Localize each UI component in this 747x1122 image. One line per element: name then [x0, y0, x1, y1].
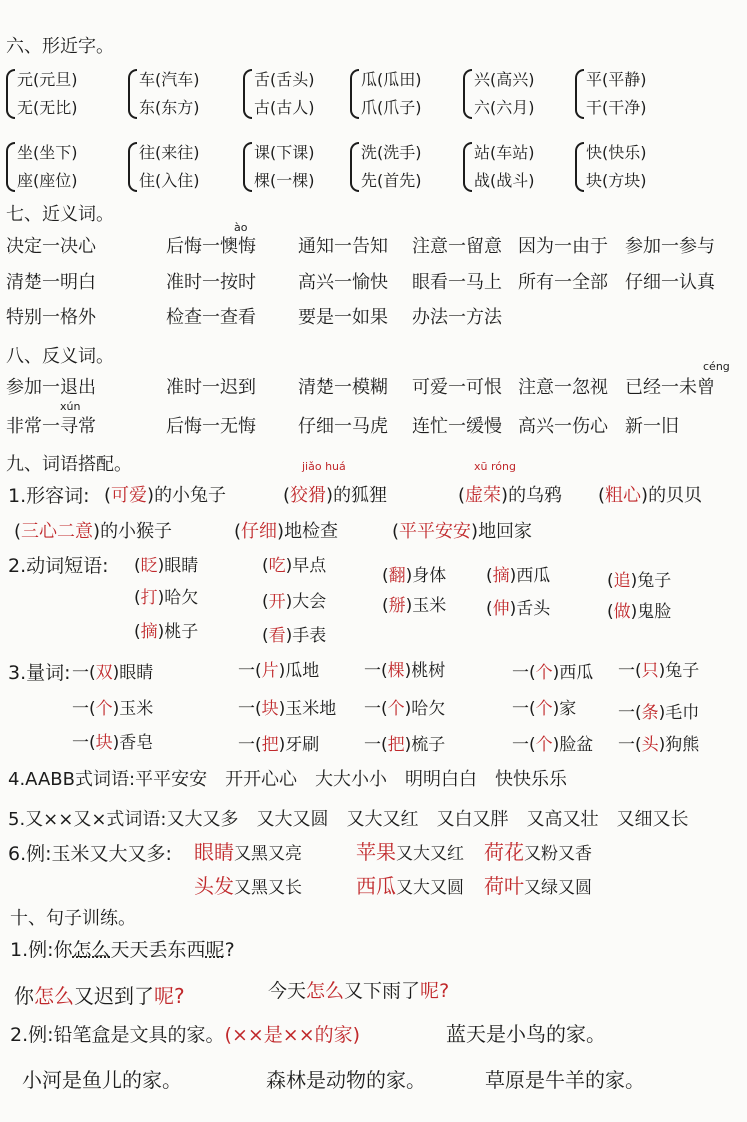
you-words: 5.又××又×式词语:又大又多 又大又圆 又大又红 又白又胖 又高又壮 又细又长 — [8, 809, 689, 830]
measure-item — [512, 658, 593, 683]
sentence-example-1 — [10, 935, 235, 962]
brace-icon — [6, 142, 15, 192]
measure-one: 一 — [364, 735, 381, 755]
fill-in-item — [486, 561, 550, 586]
measure-label: 3.量词: — [8, 662, 71, 684]
verb-label: 2.动词短语: — [8, 555, 109, 577]
word-pair: 已经一未曾 — [625, 377, 715, 398]
adjective-label: 1.形容词: — [8, 485, 90, 507]
measure-noun: 西瓜 — [559, 663, 594, 683]
word-pair: 注意一忽视 — [518, 377, 608, 398]
pair-lines — [586, 68, 647, 120]
word-pair: 高兴一伤心 — [518, 416, 608, 437]
answer-noun: 头发 — [194, 874, 234, 898]
pair-lines — [139, 141, 200, 193]
section-7-title: 七、近义词。 — [6, 204, 114, 225]
fill-in-answer: ( 摘 ) — [486, 566, 516, 586]
word-pair: 高兴一愉快 — [298, 272, 388, 293]
pinyin-jiaohua: jiǎo huá — [302, 460, 346, 473]
pair-top: 课(下课) — [254, 143, 315, 162]
measure-one: 一 — [618, 703, 635, 723]
pair-bottom: 块(方块) — [586, 171, 647, 190]
example-6-answer — [484, 836, 592, 865]
fill-in-item — [262, 587, 326, 612]
measure-answer: ( 把 ) — [255, 735, 285, 755]
word-pair: 后悔一懊悔 — [166, 236, 256, 257]
pair-bottom: 爪(爪子) — [361, 98, 422, 117]
measure-answer: ( 条 ) — [635, 703, 665, 723]
word-pair: 注意一留意 — [412, 236, 502, 257]
fill-in-item — [392, 517, 532, 543]
measure-one: 一 — [364, 699, 381, 719]
word-pair: 眼看一马上 — [412, 272, 502, 293]
brace-icon — [575, 69, 584, 119]
measure-answer: ( 个 ) — [529, 699, 559, 719]
measure-one: 一 — [364, 661, 381, 681]
pair-bottom: 干(干净) — [586, 98, 647, 117]
fill-in-word: 手表 — [292, 626, 327, 646]
fill-in-word: 西瓜 — [516, 566, 551, 586]
brace-icon — [463, 69, 472, 119]
measure-noun: 牙刷 — [285, 735, 320, 755]
fill-in-item — [382, 591, 446, 616]
measure-noun: 兔子 — [665, 661, 700, 681]
fill-in-word: 鬼脸 — [637, 602, 672, 622]
fill-in-item — [104, 481, 226, 507]
fill-in-item — [382, 561, 446, 586]
answer-description: 又黑又长 — [234, 878, 302, 898]
fill-in-item — [262, 551, 326, 576]
measure-noun: 眼睛 — [119, 663, 154, 683]
word-pair: 准时一按时 — [166, 272, 256, 293]
measure-one: 一 — [238, 699, 255, 719]
pair-lines — [254, 141, 315, 193]
fill-in-word: 大会 — [292, 592, 327, 612]
measure-one: 一 — [512, 699, 529, 719]
measure-one: 一 — [72, 663, 89, 683]
measure-noun: 香皂 — [119, 733, 154, 753]
measure-item — [364, 694, 445, 719]
pair-top: 元(元旦) — [17, 70, 78, 89]
word-pair: 因为一由于 — [518, 236, 608, 257]
word-pair: 所有一全部 — [518, 272, 608, 293]
example-1-end: ? — [224, 939, 235, 961]
fill-in-word: 的贝贝 — [648, 485, 703, 506]
example-1-ne: 呢 — [205, 939, 225, 961]
measure-one: 一 — [512, 735, 529, 755]
measure-one: 一 — [72, 733, 89, 753]
measure-item — [364, 730, 445, 755]
word-pair: 仔细一认真 — [625, 272, 715, 293]
measure-one: 一 — [238, 661, 255, 681]
measure-noun: 瓜地 — [285, 661, 320, 681]
similar-char-pair — [128, 138, 200, 196]
answer-1b-prefix: 今天 — [268, 980, 307, 1002]
answer-description: 又大又红 — [396, 844, 464, 864]
measure-item — [512, 730, 593, 755]
measure-item — [238, 730, 319, 755]
measure-item — [512, 694, 576, 719]
answer-1b-middle: 又下雨了 — [344, 980, 421, 1002]
measure-answer: ( 片 ) — [255, 661, 285, 681]
measure-noun: 玉米 — [119, 699, 154, 719]
similar-char-pair — [350, 65, 422, 123]
fill-in-item — [607, 597, 671, 622]
example-2-text: 2.例:铅笔盒是文具的家。 — [10, 1024, 225, 1046]
measure-one: 一 — [512, 663, 529, 683]
example-1-keyword: 怎么 — [72, 939, 111, 961]
section-8-title: 八、反义词。 — [6, 346, 114, 367]
measure-answer: ( 头 ) — [635, 735, 665, 755]
pinyin-ceng: céng — [703, 360, 730, 373]
pair-lines — [17, 141, 78, 193]
fill-in-answer: ( 可爱 ) — [104, 485, 154, 506]
word-pair: 检查一查看 — [166, 307, 256, 328]
pair-lines — [586, 141, 647, 193]
pair-bottom: 住(入住) — [139, 171, 200, 190]
fill-in-word: 早点 — [292, 556, 327, 576]
fill-in-answer: ( 开 ) — [262, 592, 292, 612]
answer-1a-middle: 又迟到了 — [74, 984, 154, 1008]
word-pair: 特别一格外 — [6, 307, 96, 328]
example-6-answer — [194, 836, 302, 865]
measure-one: 一 — [72, 699, 89, 719]
pair-bottom: 古(古人) — [254, 98, 315, 117]
similar-char-pair — [575, 138, 647, 196]
fill-in-answer: ( 仔细 ) — [234, 521, 284, 542]
example-6-prompt: 6.例:玉米又大又多: — [8, 843, 172, 865]
answer-1b-keyword: 怎么 — [306, 980, 345, 1002]
pair-lines — [361, 141, 422, 193]
brace-icon — [463, 142, 472, 192]
word-pair: 决定一决心 — [6, 236, 96, 257]
word-pair: 办法一方法 — [412, 307, 502, 328]
fill-in-word: 的乌鸦 — [508, 485, 563, 506]
answer-noun: 眼睛 — [194, 840, 234, 864]
fill-in-item — [234, 517, 338, 543]
pair-bottom: 先(首先) — [361, 171, 422, 190]
measure-answer: ( 个 ) — [529, 735, 559, 755]
brace-icon — [350, 142, 359, 192]
fill-in-item — [598, 481, 702, 507]
fill-in-answer: ( 三心二意 ) — [14, 521, 100, 542]
measure-answer: ( 块 ) — [89, 733, 119, 753]
brace-icon — [575, 142, 584, 192]
pair-bottom: 无(无比) — [17, 98, 78, 117]
pinyin-ao: ào — [234, 221, 248, 234]
measure-item — [238, 656, 319, 681]
fill-in-item — [262, 621, 326, 646]
sentence-answer-2c: 草原是牛羊的家。 — [485, 1068, 645, 1092]
measure-item — [72, 728, 153, 753]
brace-icon — [243, 142, 252, 192]
measure-answer: ( 双 ) — [89, 663, 119, 683]
measure-answer: ( 只 ) — [635, 661, 665, 681]
measure-answer: ( 个 ) — [89, 699, 119, 719]
measure-noun: 家 — [559, 699, 577, 719]
section-9-title: 九、词语搭配。 — [6, 454, 132, 475]
measure-noun: 桃树 — [411, 661, 446, 681]
measure-noun: 毛巾 — [665, 703, 700, 723]
fill-in-answer: ( 做 ) — [607, 602, 637, 622]
fill-in-word: 桃子 — [164, 622, 199, 642]
fill-in-answer: ( 伸 ) — [486, 599, 516, 619]
pair-lines — [254, 68, 315, 120]
word-pair: 新一旧 — [625, 416, 679, 437]
example-6-answer — [484, 870, 592, 899]
sentence-answer-1a — [14, 980, 185, 1009]
fill-in-word: 舌头 — [516, 599, 551, 619]
answer-1b-ne: 呢 — [420, 980, 440, 1002]
answer-noun: 荷花 — [484, 840, 524, 864]
fill-in-word: 身体 — [412, 566, 447, 586]
fill-in-word: 哈欠 — [164, 588, 199, 608]
fill-in-answer: ( 打 ) — [134, 588, 164, 608]
similar-char-pair — [128, 65, 200, 123]
answer-1a-ne: 呢 — [154, 984, 174, 1008]
example-1-prefix: 1.例:你 — [10, 939, 73, 961]
pair-top: 往(来往) — [139, 143, 200, 162]
answer-description: 又绿又圆 — [524, 878, 592, 898]
answer-1a-end: ? — [174, 984, 185, 1008]
measure-item — [364, 656, 445, 681]
pair-bottom: 六(六月) — [474, 98, 535, 117]
sentence-answer-1b — [268, 976, 449, 1003]
pair-top: 瓜(瓜田) — [361, 70, 422, 89]
fill-in-word: 地回家 — [478, 521, 533, 542]
section-10-title: 十、句子训练。 — [10, 908, 136, 929]
measure-answer: ( 棵 ) — [381, 661, 411, 681]
brace-icon — [128, 142, 137, 192]
example-6-answer — [356, 836, 464, 865]
measure-noun: 脸盆 — [559, 735, 594, 755]
pair-top: 坐(坐下) — [17, 143, 78, 162]
measure-item — [72, 658, 153, 683]
example-6-answer — [356, 870, 464, 899]
measure-noun: 狗熊 — [665, 735, 700, 755]
word-pair: 通知一告知 — [298, 236, 388, 257]
fill-in-answer: ( 眨 ) — [134, 556, 164, 576]
pair-top: 平(平静) — [586, 70, 647, 89]
word-pair: 准时一迟到 — [166, 377, 256, 398]
word-pair: 参加一退出 — [6, 377, 96, 398]
measure-answer: ( 个 ) — [529, 663, 559, 683]
measure-one: 一 — [618, 735, 635, 755]
pair-lines — [139, 68, 200, 120]
pinyin-xurong: xū róng — [474, 460, 516, 473]
pair-bottom: 战(战斗) — [474, 171, 535, 190]
answer-noun: 西瓜 — [356, 874, 396, 898]
fill-in-answer: ( 吃 ) — [262, 556, 292, 576]
measure-answer: ( 把 ) — [381, 735, 411, 755]
measure-one: 一 — [238, 735, 255, 755]
fill-in-item — [134, 583, 198, 608]
example-1-middle: 天天丢东西 — [110, 939, 206, 961]
brace-icon — [6, 69, 15, 119]
word-pair: 非常一寻常 — [6, 416, 96, 437]
fill-in-word: 玉米 — [412, 596, 447, 616]
brace-icon — [128, 69, 137, 119]
section-6-title: 六、形近字。 — [6, 36, 114, 57]
measure-noun: 玉米地 — [285, 699, 337, 719]
word-pair: 可爱一可恨 — [412, 377, 502, 398]
answer-1a-prefix: 你 — [14, 984, 34, 1008]
aabb-words: 4.AABB式词语:平平安安 开开心心 大大小小 明明白白 快快乐乐 — [8, 769, 568, 790]
word-pair: 参加一参与 — [625, 236, 715, 257]
answer-description: 又黑又亮 — [234, 844, 302, 864]
measure-item — [618, 656, 699, 681]
pair-top: 兴(高兴) — [474, 70, 535, 89]
measure-noun: 梳子 — [411, 735, 446, 755]
pair-lines — [17, 68, 78, 120]
similar-char-pair — [243, 138, 315, 196]
pair-top: 舌(舌头) — [254, 70, 315, 89]
answer-noun: 苹果 — [356, 840, 396, 864]
fill-in-answer: ( 翻 ) — [382, 566, 412, 586]
example-2-sample: 蓝天是小鸟的家。 — [446, 1022, 606, 1046]
pair-lines — [474, 68, 535, 120]
answer-1a-keyword: 怎么 — [34, 984, 74, 1008]
brace-icon — [243, 69, 252, 119]
pair-top: 车(汽车) — [139, 70, 200, 89]
word-pair: 后悔一无悔 — [166, 416, 256, 437]
sentence-example-2 — [10, 1020, 360, 1047]
fill-in-answer: ( 看 ) — [262, 626, 292, 646]
similar-char-pair — [6, 138, 78, 196]
pair-bottom: 棵(一棵) — [254, 171, 315, 190]
fill-in-item — [458, 481, 562, 507]
example-2-pattern: (××是××的家) — [224, 1024, 361, 1046]
similar-char-pair — [350, 138, 422, 196]
fill-in-word: 兔子 — [637, 571, 672, 591]
fill-in-word: 的小猴子 — [100, 521, 173, 542]
fill-in-item — [283, 481, 387, 507]
pair-lines — [361, 68, 422, 120]
fill-in-item — [134, 617, 198, 642]
measure-item — [238, 694, 336, 719]
sentence-answer-2a: 小河是鱼儿的家。 — [22, 1068, 182, 1092]
similar-char-pair — [463, 138, 535, 196]
fill-in-answer: ( 摘 ) — [134, 622, 164, 642]
similar-char-pair — [6, 65, 78, 123]
fill-in-answer: ( 粗心 ) — [598, 485, 648, 506]
measure-answer: ( 块 ) — [255, 699, 285, 719]
fill-in-answer: ( 追 ) — [607, 571, 637, 591]
brace-icon — [350, 69, 359, 119]
pair-bottom: 座(座位) — [17, 171, 78, 190]
similar-char-pair — [463, 65, 535, 123]
similar-char-pair — [575, 65, 647, 123]
measure-item — [618, 730, 699, 755]
pinyin-xun: xún — [60, 400, 81, 413]
measure-one: 一 — [618, 661, 635, 681]
fill-in-word: 眼睛 — [164, 556, 199, 576]
fill-in-word: 的狐狸 — [333, 485, 388, 506]
fill-in-item — [134, 551, 198, 576]
fill-in-answer: ( 狡猾 ) — [283, 485, 333, 506]
fill-in-word: 的小兔子 — [154, 485, 227, 506]
word-pair: 连忙一缓慢 — [412, 416, 502, 437]
fill-in-item — [607, 566, 671, 591]
similar-char-pair — [243, 65, 315, 123]
pair-top: 快(快乐) — [586, 143, 647, 162]
answer-1b-end: ? — [439, 980, 450, 1002]
word-pair: 要是一如果 — [298, 307, 388, 328]
example-6-answer — [194, 870, 302, 899]
fill-in-item — [14, 517, 172, 543]
fill-in-answer: ( 平平安安 ) — [392, 521, 478, 542]
measure-item — [72, 694, 153, 719]
pair-top: 站(车站) — [474, 143, 535, 162]
fill-in-answer: ( 虚荣 ) — [458, 485, 508, 506]
fill-in-item — [486, 594, 550, 619]
word-pair: 仔细一马虎 — [298, 416, 388, 437]
fill-in-answer: ( 掰 ) — [382, 596, 412, 616]
answer-noun: 荷叶 — [484, 874, 524, 898]
pair-bottom: 东(东方) — [139, 98, 200, 117]
pair-top: 洗(洗手) — [361, 143, 422, 162]
word-pair: 清楚一模糊 — [298, 377, 388, 398]
measure-noun: 哈欠 — [411, 699, 446, 719]
fill-in-word: 地检查 — [284, 521, 339, 542]
pair-lines — [474, 141, 535, 193]
word-pair: 清楚一明白 — [6, 272, 96, 293]
measure-item — [618, 698, 699, 723]
answer-description: 又大又圆 — [396, 878, 464, 898]
answer-description: 又粉又香 — [524, 844, 592, 864]
measure-answer: ( 个 ) — [381, 699, 411, 719]
sentence-answer-2b: 森林是动物的家。 — [266, 1068, 426, 1092]
